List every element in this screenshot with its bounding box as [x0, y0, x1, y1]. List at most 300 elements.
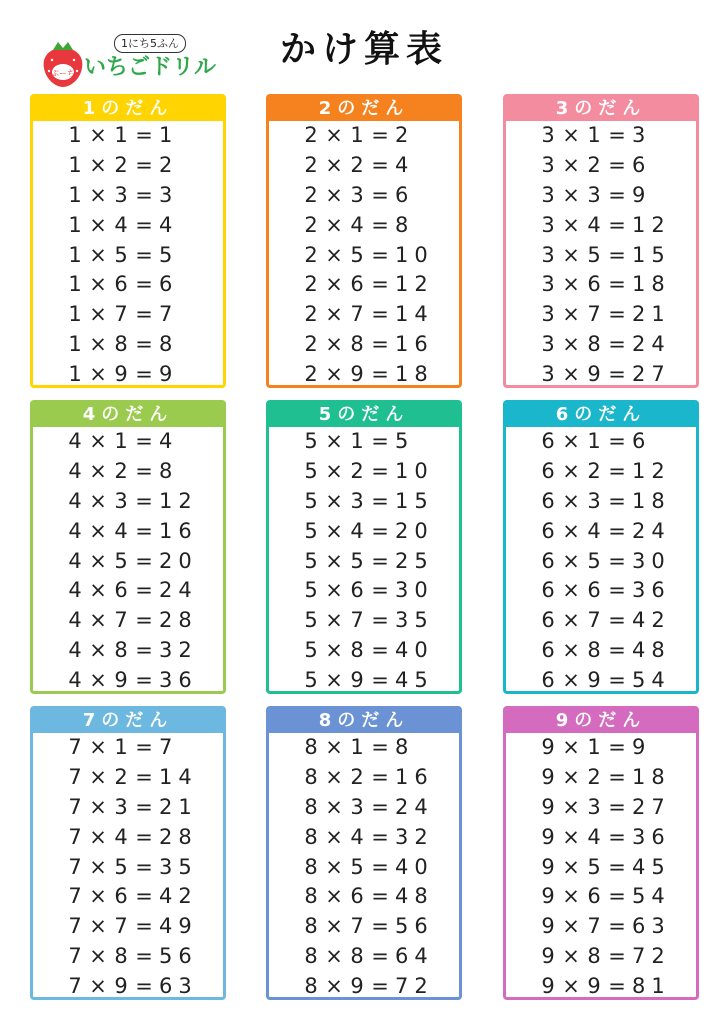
equation-operand: 9	[541, 735, 555, 759]
equation-result: 56	[395, 914, 434, 939]
equation-equals: =	[371, 638, 389, 663]
equation-operand: 4	[350, 824, 364, 849]
equation-operand: 1	[114, 123, 128, 147]
equation-operand: 3	[541, 302, 555, 327]
equation-operand: 7	[587, 302, 601, 327]
equation-equals: =	[135, 488, 153, 513]
equation-equals: =	[135, 638, 153, 663]
equation-result: 18	[395, 362, 434, 387]
equation-operand: 9	[587, 362, 601, 387]
equation-operand: 4	[68, 578, 82, 603]
equation-row	[269, 912, 459, 942]
equation-operator: ×	[89, 974, 107, 999]
equation-operand: 2	[114, 764, 128, 789]
equation-result: 18	[632, 488, 671, 513]
equation-equals: =	[371, 182, 389, 207]
equation-operator: ×	[562, 488, 580, 513]
equation-operand: 9	[350, 362, 364, 387]
equation-operand: 5	[114, 548, 128, 573]
equation-operand: 1	[68, 302, 82, 327]
equation-equals: =	[608, 884, 626, 909]
equation-result: 10	[395, 242, 434, 267]
equation-equals: =	[608, 362, 626, 387]
equation-operand: 9	[541, 914, 555, 939]
equation-equals: =	[135, 608, 153, 633]
equation-operand: 6	[541, 578, 555, 603]
equation-operand: 7	[68, 735, 82, 759]
equation-row	[33, 427, 223, 457]
equation-result: 45	[395, 668, 434, 693]
equation-row	[33, 457, 223, 487]
equation-equals: =	[371, 302, 389, 327]
equation-operand: 5	[304, 429, 318, 453]
equation-operator: ×	[325, 548, 343, 573]
equation-row	[506, 121, 696, 151]
equation-result: 36	[632, 824, 671, 849]
equation-operator: ×	[325, 123, 343, 147]
equation-operand: 1	[587, 429, 601, 453]
equation-result: 25	[395, 548, 434, 573]
equation-row	[269, 427, 459, 457]
equation-equals: =	[608, 974, 626, 999]
equation-operator: ×	[89, 152, 107, 177]
equation-operand: 7	[350, 302, 364, 327]
equation-operand: 3	[350, 794, 364, 819]
equation-row	[33, 121, 223, 151]
equation-result: 4	[395, 152, 415, 177]
equation-operator: ×	[89, 668, 107, 693]
equation-operand: 1	[68, 242, 82, 267]
equation-result: 7	[159, 302, 179, 327]
equation-operand: 9	[114, 668, 128, 693]
times-table-heading: 8のだん	[269, 709, 459, 733]
equation-equals: =	[371, 944, 389, 969]
equation-operator: ×	[562, 518, 580, 543]
equation-operator: ×	[562, 794, 580, 819]
equation-operand: 1	[68, 272, 82, 297]
equation-operand: 1	[68, 362, 82, 387]
equation-operator: ×	[325, 944, 343, 969]
equation-operand: 8	[304, 824, 318, 849]
equation-operand: 2	[587, 458, 601, 483]
equation-equals: =	[135, 854, 153, 879]
equation-operand: 3	[541, 152, 555, 177]
equation-operand: 5	[114, 854, 128, 879]
equation-operand: 5	[587, 242, 601, 267]
equation-operand: 4	[68, 488, 82, 513]
equation-operand: 6	[350, 578, 364, 603]
equation-operand: 7	[68, 854, 82, 879]
equation-operand: 7	[68, 764, 82, 789]
equation-equals: =	[371, 794, 389, 819]
equation-operator: ×	[89, 488, 107, 513]
equation-operand: 1	[350, 429, 364, 453]
equation-operand: 4	[114, 212, 128, 237]
equation-equals: =	[608, 914, 626, 939]
equation-operand: 5	[304, 458, 318, 483]
equation-operand: 9	[541, 824, 555, 849]
equation-operand: 8	[114, 638, 128, 663]
equation-operand: 9	[541, 794, 555, 819]
equation-row	[506, 912, 696, 942]
equation-equals: =	[135, 944, 153, 969]
equation-equals: =	[371, 735, 389, 759]
equation-operand: 3	[541, 332, 555, 357]
equation-row	[506, 270, 696, 300]
equation-row	[269, 733, 459, 763]
equation-result: 9	[632, 735, 652, 759]
equation-operand: 6	[541, 668, 555, 693]
equation-result: 15	[632, 242, 671, 267]
equation-operand: 8	[114, 944, 128, 969]
equation-operator: ×	[89, 548, 107, 573]
equation-operator: ×	[89, 182, 107, 207]
equation-row	[33, 882, 223, 912]
equation-row	[33, 330, 223, 360]
equation-operand: 6	[350, 272, 364, 297]
equation-result: 63	[632, 914, 671, 939]
equation-operand: 7	[68, 824, 82, 849]
equation-equals: =	[608, 735, 626, 759]
equation-row	[33, 823, 223, 853]
equation-operand: 3	[350, 488, 364, 513]
equation-operand: 3	[541, 362, 555, 387]
equation-row	[506, 972, 696, 1000]
equation-result: 14	[395, 302, 434, 327]
equation-operand: 6	[541, 518, 555, 543]
equation-row	[33, 793, 223, 823]
equation-operand: 5	[304, 578, 318, 603]
equation-operand: 9	[541, 974, 555, 999]
equation-equals: =	[135, 212, 153, 237]
equation-operator: ×	[89, 123, 107, 147]
equation-equals: =	[608, 518, 626, 543]
equation-operand: 5	[304, 608, 318, 633]
times-table-heading: 6のだん	[506, 403, 696, 427]
equation-result: 28	[159, 824, 198, 849]
equation-operand: 2	[587, 152, 601, 177]
equation-equals: =	[371, 272, 389, 297]
equation-operator: ×	[325, 429, 343, 453]
equation-result: 20	[395, 518, 434, 543]
equation-result: 48	[395, 884, 434, 909]
equation-result: 30	[395, 578, 434, 603]
equation-result: 48	[632, 638, 671, 663]
equation-operand: 2	[350, 764, 364, 789]
equation-operator: ×	[325, 668, 343, 693]
equation-operand: 2	[350, 152, 364, 177]
equation-operand: 1	[68, 123, 82, 147]
equation-operand: 5	[304, 638, 318, 663]
equation-operand: 1	[587, 735, 601, 759]
equation-result: 24	[632, 332, 671, 357]
equation-equals: =	[608, 152, 626, 177]
equation-operand: 9	[541, 764, 555, 789]
equation-result: 15	[395, 488, 434, 513]
equation-operand: 3	[541, 123, 555, 147]
equation-row	[506, 300, 696, 330]
equation-operand: 8	[304, 794, 318, 819]
equation-operand: 2	[304, 362, 318, 387]
equation-operator: ×	[325, 242, 343, 267]
equation-operand: 7	[68, 884, 82, 909]
equation-row	[269, 181, 459, 211]
equation-result: 35	[159, 854, 198, 879]
equation-result: 9	[159, 362, 179, 387]
equation-operator: ×	[562, 884, 580, 909]
equation-result: 64	[395, 944, 434, 969]
equation-result: 4	[159, 212, 179, 237]
equation-equals: =	[608, 123, 626, 147]
equation-result: 54	[632, 668, 671, 693]
equation-row	[506, 427, 696, 457]
equation-operand: 3	[541, 242, 555, 267]
equation-operator: ×	[89, 272, 107, 297]
equation-result: 16	[159, 518, 198, 543]
equation-equals: =	[371, 332, 389, 357]
equation-equals: =	[135, 884, 153, 909]
equation-result: 9	[632, 182, 652, 207]
equation-equals: =	[135, 182, 153, 207]
equation-operator: ×	[89, 332, 107, 357]
equation-row	[269, 121, 459, 151]
equation-operand: 7	[114, 608, 128, 633]
equation-row	[506, 823, 696, 853]
equation-result: 28	[159, 608, 198, 633]
equation-equals: =	[608, 272, 626, 297]
equation-operator: ×	[89, 362, 107, 387]
equation-result: 10	[395, 458, 434, 483]
equation-result: 5	[395, 429, 415, 453]
equation-equals: =	[135, 123, 153, 147]
equation-operand: 8	[304, 764, 318, 789]
equation-equals: =	[371, 578, 389, 603]
equation-row	[269, 972, 459, 1000]
equation-operand: 2	[304, 272, 318, 297]
equation-row	[506, 636, 696, 666]
equation-row	[33, 666, 223, 694]
equation-row	[506, 487, 696, 517]
equation-operand: 2	[114, 458, 128, 483]
logo-tagline: 1にち5ふん	[114, 34, 186, 53]
equation-operator: ×	[325, 362, 343, 387]
equation-operand: 8	[304, 735, 318, 759]
equation-equals: =	[608, 302, 626, 327]
equation-equals: =	[608, 548, 626, 573]
equation-operator: ×	[562, 824, 580, 849]
equation-row	[33, 211, 223, 241]
equation-equals: =	[371, 362, 389, 387]
equation-equals: =	[135, 242, 153, 267]
equation-operand: 2	[114, 152, 128, 177]
equation-operator: ×	[562, 578, 580, 603]
equation-result: 1	[159, 123, 179, 147]
equation-result: 8	[395, 212, 415, 237]
equation-row	[506, 241, 696, 271]
equation-operand: 3	[114, 182, 128, 207]
equation-operator: ×	[89, 242, 107, 267]
equation-equals: =	[371, 548, 389, 573]
equation-operand: 2	[304, 152, 318, 177]
equation-operator: ×	[562, 638, 580, 663]
equation-equals: =	[371, 458, 389, 483]
equation-operand: 9	[541, 944, 555, 969]
equation-operand: 8	[587, 332, 601, 357]
equation-row	[506, 942, 696, 972]
equation-operand: 2	[350, 458, 364, 483]
equation-row	[269, 793, 459, 823]
equation-operator: ×	[562, 974, 580, 999]
equation-operand: 9	[114, 974, 128, 999]
equation-operand: 6	[541, 548, 555, 573]
equation-operator: ×	[325, 302, 343, 327]
equation-equals: =	[371, 123, 389, 147]
equation-operator: ×	[562, 152, 580, 177]
equation-result: 21	[632, 302, 671, 327]
equation-equals: =	[135, 914, 153, 939]
times-table-card	[503, 94, 699, 388]
equation-equals: =	[371, 488, 389, 513]
equation-equals: =	[371, 152, 389, 177]
equation-operand: 2	[587, 764, 601, 789]
equation-result: 32	[395, 824, 434, 849]
equation-row	[269, 487, 459, 517]
equation-operand: 3	[114, 794, 128, 819]
equation-result: 72	[632, 944, 671, 969]
logo-mascot-label: ぷーち	[51, 69, 75, 78]
equation-row	[269, 300, 459, 330]
equation-operand: 4	[114, 518, 128, 543]
equation-operator: ×	[562, 914, 580, 939]
equation-equals: =	[371, 974, 389, 999]
times-table-card	[503, 706, 699, 1000]
equation-operand: 5	[304, 488, 318, 513]
equation-row	[269, 606, 459, 636]
equation-row	[269, 882, 459, 912]
equation-operand: 6	[114, 272, 128, 297]
equation-equals: =	[371, 764, 389, 789]
equation-result: 24	[159, 578, 198, 603]
equation-operand: 5	[350, 854, 364, 879]
equation-operand: 6	[587, 578, 601, 603]
equation-result: 12	[395, 272, 434, 297]
equation-operand: 4	[114, 824, 128, 849]
equation-operator: ×	[325, 854, 343, 879]
times-table-card	[30, 400, 226, 694]
equation-operand: 4	[68, 458, 82, 483]
equation-row	[269, 457, 459, 487]
equation-result: 30	[632, 548, 671, 573]
equation-row	[506, 576, 696, 606]
equation-operand: 6	[541, 458, 555, 483]
equation-operator: ×	[89, 914, 107, 939]
equation-equals: =	[608, 824, 626, 849]
equation-operand: 3	[350, 182, 364, 207]
equation-operand: 8	[350, 944, 364, 969]
equation-operand: 3	[587, 794, 601, 819]
equation-operand: 6	[541, 608, 555, 633]
equation-row	[506, 211, 696, 241]
equation-row	[33, 606, 223, 636]
equation-operand: 6	[587, 884, 601, 909]
equation-operator: ×	[325, 974, 343, 999]
equation-result: 6	[632, 152, 652, 177]
times-table-heading: 1のだん	[33, 97, 223, 121]
equation-row	[506, 853, 696, 883]
equation-row	[269, 763, 459, 793]
equation-equals: =	[608, 578, 626, 603]
equation-row	[506, 151, 696, 181]
equation-equals: =	[135, 578, 153, 603]
equation-equals: =	[608, 488, 626, 513]
equation-operator: ×	[562, 272, 580, 297]
equation-operand: 3	[587, 488, 601, 513]
equation-row	[33, 942, 223, 972]
equation-operator: ×	[325, 518, 343, 543]
equation-result: 27	[632, 794, 671, 819]
equation-equals: =	[608, 212, 626, 237]
equation-operand: 4	[68, 518, 82, 543]
equation-result: 54	[632, 884, 671, 909]
equation-operand: 2	[304, 332, 318, 357]
equation-operator: ×	[89, 735, 107, 759]
equation-operand: 5	[304, 518, 318, 543]
equation-operand: 6	[350, 884, 364, 909]
equation-operator: ×	[89, 944, 107, 969]
equation-row	[33, 487, 223, 517]
equation-row	[33, 181, 223, 211]
equation-equals: =	[135, 974, 153, 999]
equation-equals: =	[135, 794, 153, 819]
equation-operator: ×	[325, 272, 343, 297]
equation-operand: 6	[541, 638, 555, 663]
times-table-card	[30, 706, 226, 1000]
equation-result: 36	[632, 578, 671, 603]
equation-equals: =	[371, 824, 389, 849]
equation-equals: =	[371, 242, 389, 267]
equation-equals: =	[135, 458, 153, 483]
equation-result: 45	[632, 854, 671, 879]
equation-operator: ×	[325, 578, 343, 603]
equation-operand: 7	[114, 914, 128, 939]
equation-operator: ×	[562, 854, 580, 879]
equation-equals: =	[371, 884, 389, 909]
equation-operator: ×	[562, 608, 580, 633]
equation-operand: 1	[68, 212, 82, 237]
equation-row	[506, 181, 696, 211]
equation-row	[33, 972, 223, 1000]
equation-operator: ×	[562, 668, 580, 693]
equation-operand: 8	[304, 944, 318, 969]
equation-operand: 5	[587, 548, 601, 573]
equation-row	[506, 547, 696, 577]
equation-operand: 2	[304, 123, 318, 147]
equation-equals: =	[608, 242, 626, 267]
equation-equals: =	[608, 764, 626, 789]
equation-operand: 7	[68, 974, 82, 999]
equation-row	[33, 360, 223, 388]
equation-result: 2	[395, 123, 415, 147]
equation-row	[269, 360, 459, 388]
equation-equals: =	[371, 668, 389, 693]
equation-row	[506, 763, 696, 793]
equation-operator: ×	[325, 152, 343, 177]
equation-operator: ×	[325, 735, 343, 759]
equation-row	[506, 606, 696, 636]
equation-operator: ×	[562, 242, 580, 267]
equation-operator: ×	[562, 212, 580, 237]
equation-row	[33, 733, 223, 763]
